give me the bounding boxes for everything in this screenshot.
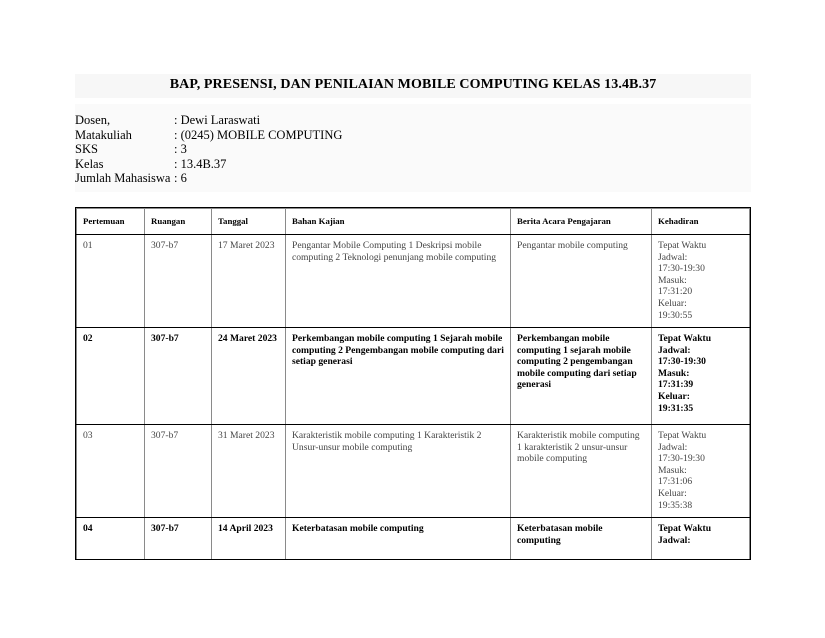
cell-kehadiran bbox=[652, 328, 750, 425]
cell-bahan-kajian: Perkembangan mobile computing 1 Sejarah mobile computing 2 Pengembangan mobile computing dari setiap generasi bbox=[286, 328, 511, 425]
attendance-schedule-label: Jadwal: bbox=[658, 344, 691, 356]
column-header-ruangan: Ruangan bbox=[145, 209, 212, 235]
cell-bahan-kajian: Pengantar Mobile Computing 1 Deskripsi mobile computing 2 Teknologi penunjang mobile computing bbox=[286, 235, 511, 328]
info-value: : 13.4B.37 bbox=[174, 156, 227, 171]
cell-pertemuan: 03 bbox=[77, 425, 145, 518]
table-row bbox=[77, 235, 750, 328]
info-value: : 3 bbox=[174, 142, 187, 157]
attendance-in-time: 17:31:39 bbox=[658, 379, 694, 391]
attendance-status: Tepat Waktu bbox=[658, 430, 707, 441]
column-header-tanggal: Tanggal bbox=[212, 209, 286, 235]
cell-ruangan: 307-b7 bbox=[145, 518, 212, 561]
attendance-status: Tepat Waktu bbox=[658, 523, 712, 534]
attendance-in-time: 17:31:20 bbox=[658, 286, 693, 298]
attendance-out-label: Keluar: bbox=[658, 390, 690, 402]
cell-tanggal: 24 Maret 2023 bbox=[212, 328, 286, 425]
info-value: : Dewi Laraswati bbox=[174, 113, 261, 127]
column-header-kehadiran: Kehadiran bbox=[652, 209, 750, 235]
attendance-out-time: 19:30:55 bbox=[658, 309, 693, 321]
attendance-table bbox=[76, 208, 750, 560]
attendance-out-label: Keluar: bbox=[658, 297, 687, 309]
info-label: Kelas bbox=[75, 156, 104, 171]
cell-kehadiran bbox=[652, 235, 750, 328]
info-row-sks bbox=[75, 142, 342, 157]
cell-ruangan: 307-b7 bbox=[145, 425, 212, 518]
cell-pertemuan: 01 bbox=[77, 235, 145, 328]
column-header-bahan-kajian: Bahan Kajian bbox=[286, 209, 511, 235]
table-row bbox=[77, 425, 750, 518]
table-row bbox=[77, 328, 750, 425]
cell-ruangan: 307-b7 bbox=[145, 235, 212, 328]
page-title: BAP, PRESENSI, DAN PENILAIAN MOBILE COMPUTING KELAS 13.4B.37 bbox=[169, 77, 657, 92]
column-header-berita-acara: Berita Acara Pengajaran bbox=[511, 209, 652, 235]
attendance-table-container bbox=[75, 207, 751, 560]
attendance-status: Tepat Waktu bbox=[658, 240, 707, 251]
attendance-schedule: 17:30-19:30 bbox=[658, 263, 705, 275]
cell-tanggal: 14 April 2023 bbox=[212, 518, 286, 561]
attendance-in-time: 17:31:06 bbox=[658, 476, 693, 488]
attendance-status: Tepat Waktu bbox=[658, 333, 712, 344]
info-label: Jumlah Mahasiswa bbox=[75, 171, 171, 186]
cell-ruangan: 307-b7 bbox=[145, 328, 212, 425]
info-row-matakuliah bbox=[75, 128, 342, 143]
cell-kehadiran bbox=[652, 518, 750, 561]
course-info bbox=[75, 113, 342, 186]
cell-pertemuan: 04 bbox=[77, 518, 145, 561]
info-row-jumlah-mahasiswa bbox=[75, 171, 342, 186]
cell-berita-acara: Keterbatasan mobile computing bbox=[511, 518, 652, 561]
cell-berita-acara: Karakteristik mobile computing 1 karakteristik 2 unsur-unsur mobile computing bbox=[511, 425, 652, 518]
attendance-schedule-label: Jadwal: bbox=[658, 251, 688, 263]
table-row bbox=[77, 518, 750, 561]
cell-tanggal: 31 Maret 2023 bbox=[212, 425, 286, 518]
attendance-in-label: Masuk: bbox=[658, 367, 690, 379]
info-row-kelas bbox=[75, 157, 342, 172]
info-value: : (0245) MOBILE COMPUTING bbox=[174, 127, 343, 142]
info-label: Dosen, bbox=[75, 113, 111, 127]
attendance-in-label: Masuk: bbox=[658, 274, 687, 286]
attendance-schedule-label: Jadwal: bbox=[658, 441, 688, 453]
cell-berita-acara: Perkembangan mobile computing 1 sejarah mobile computing 2 pengembangan mobile computing dari setiap generasi bbox=[511, 328, 652, 425]
info-label: SKS bbox=[75, 142, 98, 157]
attendance-out-time: 19:35:38 bbox=[658, 499, 693, 511]
attendance-out-time: 19:31:35 bbox=[658, 402, 694, 414]
info-label: Matakuliah bbox=[75, 127, 132, 142]
info-value: : 6 bbox=[174, 171, 187, 186]
table-header-row bbox=[77, 209, 750, 235]
column-header-pertemuan: Pertemuan bbox=[77, 209, 145, 235]
cell-tanggal: 17 Maret 2023 bbox=[212, 235, 286, 328]
attendance-schedule-label: Jadwal: bbox=[658, 534, 691, 546]
attendance-out-label: Keluar: bbox=[658, 487, 687, 499]
cell-bahan-kajian: Karakteristik mobile computing 1 Karakteristik 2 Unsur-unsur mobile computing bbox=[286, 425, 511, 518]
cell-kehadiran bbox=[652, 425, 750, 518]
info-row-dosen bbox=[75, 113, 342, 128]
attendance-schedule: 17:30-19:30 bbox=[658, 356, 706, 368]
cell-bahan-kajian: Keterbatasan mobile computing bbox=[286, 518, 511, 561]
cell-pertemuan: 02 bbox=[77, 328, 145, 425]
attendance-schedule: 17:30-19:30 bbox=[658, 453, 705, 465]
attendance-in-label: Masuk: bbox=[658, 464, 687, 476]
cell-berita-acara: Pengantar mobile computing bbox=[511, 235, 652, 328]
